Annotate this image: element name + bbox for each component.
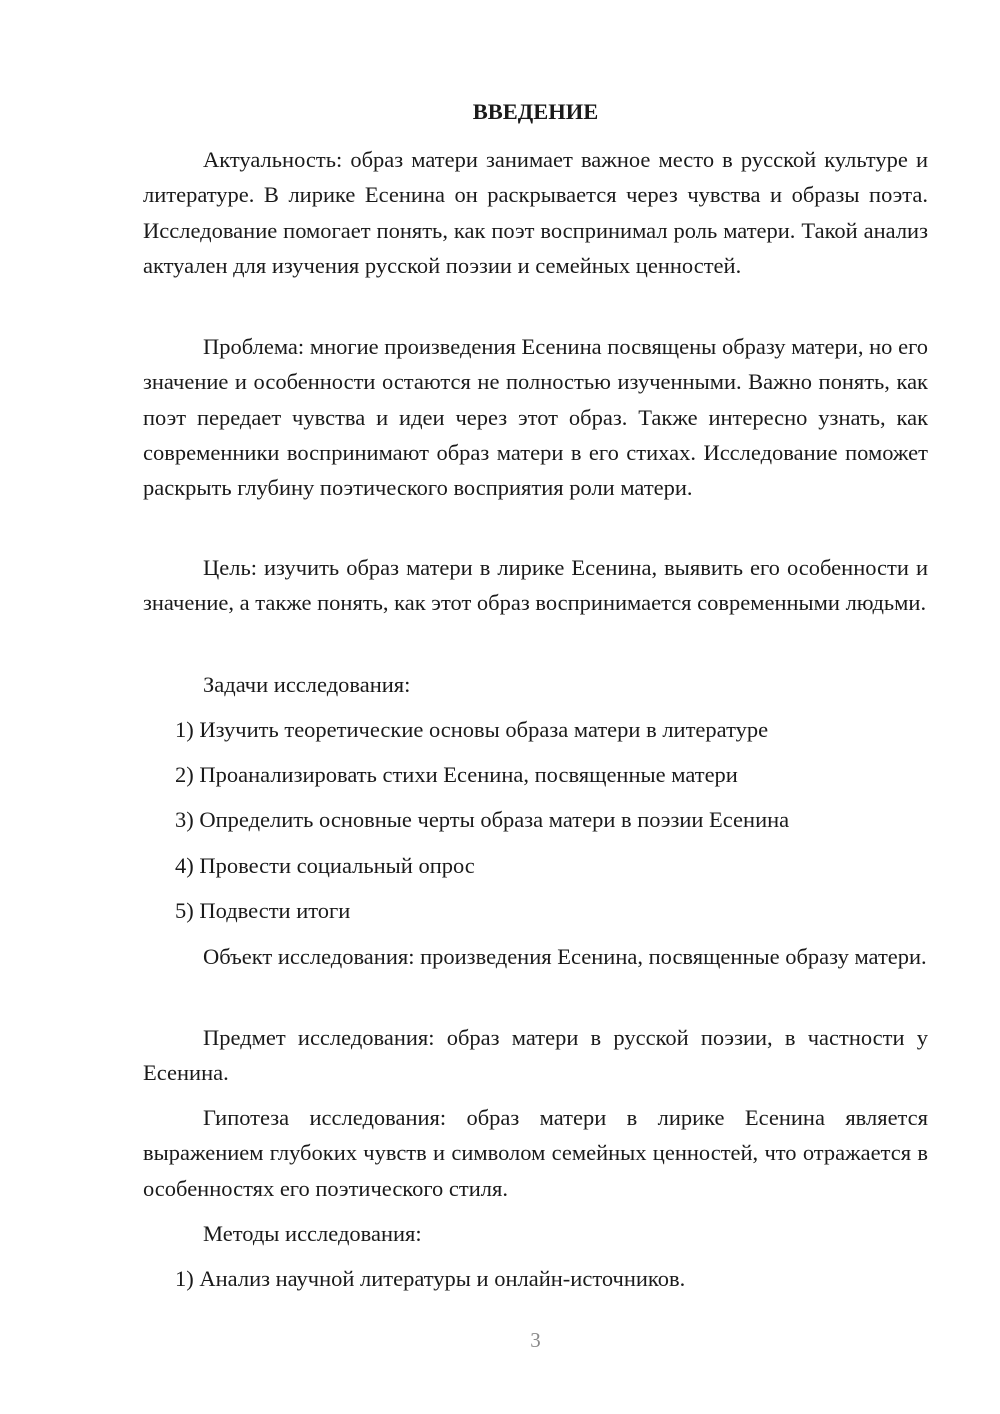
page-title: ВВЕДЕНИЕ bbox=[472, 99, 599, 124]
paragraph-problem: Проблема: многие произведения Есенина посвящены образу матери, но его значение и особенности остаются не полностью изученными. Важно понять, как поэт передает чувства и идеи через этот образ. Также интересно узнать, как современники воспринимают образ матери в его стихах. Исследование поможет раскрыть глубину поэтического восприятия роли матери. bbox=[143, 334, 928, 501]
task-item-2: 2) Проанализировать стихи Есенина, посвященные матери bbox=[175, 762, 738, 787]
page-number: 3 bbox=[530, 1328, 541, 1352]
task-item-5: 5) Подвести итоги bbox=[175, 898, 351, 923]
paragraph-goal: Цель: изучить образ матери в лирике Есенина, выявить его особенности и значение, а также понять, как этот образ воспринимается современными людьми. bbox=[143, 555, 928, 616]
methods-heading: Методы исследования: bbox=[203, 1221, 422, 1246]
paragraph-subject: Предмет исследования: образ матери в русской поэзии, в частности у Есенина. bbox=[143, 1025, 928, 1086]
task-item-1: 1) Изучить теоретические основы образа матери в литературе bbox=[175, 717, 769, 742]
tasks-heading: Задачи исследования: bbox=[203, 672, 411, 697]
paragraph-object: Объект исследования: произведения Есенина, посвященные образу матери. bbox=[203, 944, 927, 969]
task-item-4: 4) Провести социальный опрос bbox=[175, 853, 475, 878]
paragraph-relevance: Актуальность: образ матери занимает важное место в русской культуре и литературе. В лирике Есенина он раскрывается через чувства и образы поэта. Исследование помогает понять, как поэт воспринимал роль матери. Такой анализ актуален для изучения русской поэзии и семейных ценностей. bbox=[143, 147, 928, 278]
paragraph-hypothesis: Гипотеза исследования: образ матери в лирике Есенина является выражением глубоких чувств и символом семейных ценностей, что отражается в особенностях его поэтического стиля. bbox=[143, 1105, 928, 1201]
task-item-3: 3) Определить основные черты образа матери в поэзии Есенина bbox=[175, 807, 790, 832]
method-item-1: 1) Анализ научной литературы и онлайн-источников. bbox=[175, 1266, 686, 1291]
